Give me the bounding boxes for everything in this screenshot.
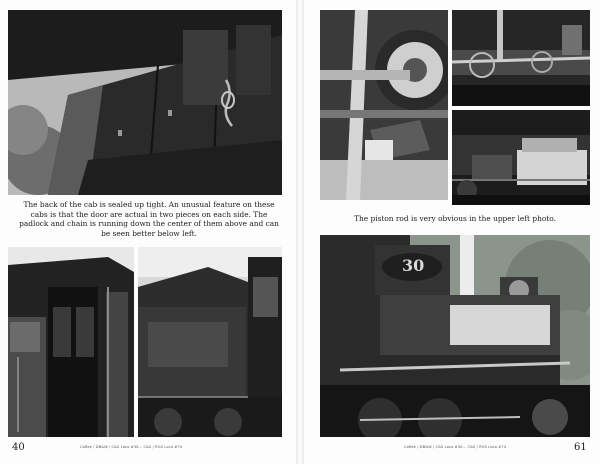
right-caption: The piston rod is very obvious in the upper left photo. [354,214,556,223]
gutter [296,0,304,464]
photo-piston-rod [320,10,448,200]
page-number-left: 40 [12,442,25,453]
photo-tender [138,247,282,437]
running-head-right: CaRee / DB&W / C&S Loco #30... C&S / RGS Loco #74 [404,445,507,449]
left-caption: The back of the cab is sealed up tight. An unusual feature on these cabs is that the door are actual in two pieces on each side. The padlock and chain is running down the center of them above and can be seen better below left. [19,200,279,238]
photo-cylinder [452,110,590,205]
photo-cab-back-doors [8,10,282,195]
running-head-left: CaRee / DB&W / C&S Loco #30... C&S / RGS Loco #74 [80,445,183,449]
number-plate: 30 [402,256,425,275]
photo-cab-doorway [8,247,134,437]
left-page [0,0,296,464]
right-page [304,0,600,464]
photo-locomotive-front [320,235,590,437]
page-number-right: 61 [574,442,587,453]
photo-valve-gear [452,10,590,106]
